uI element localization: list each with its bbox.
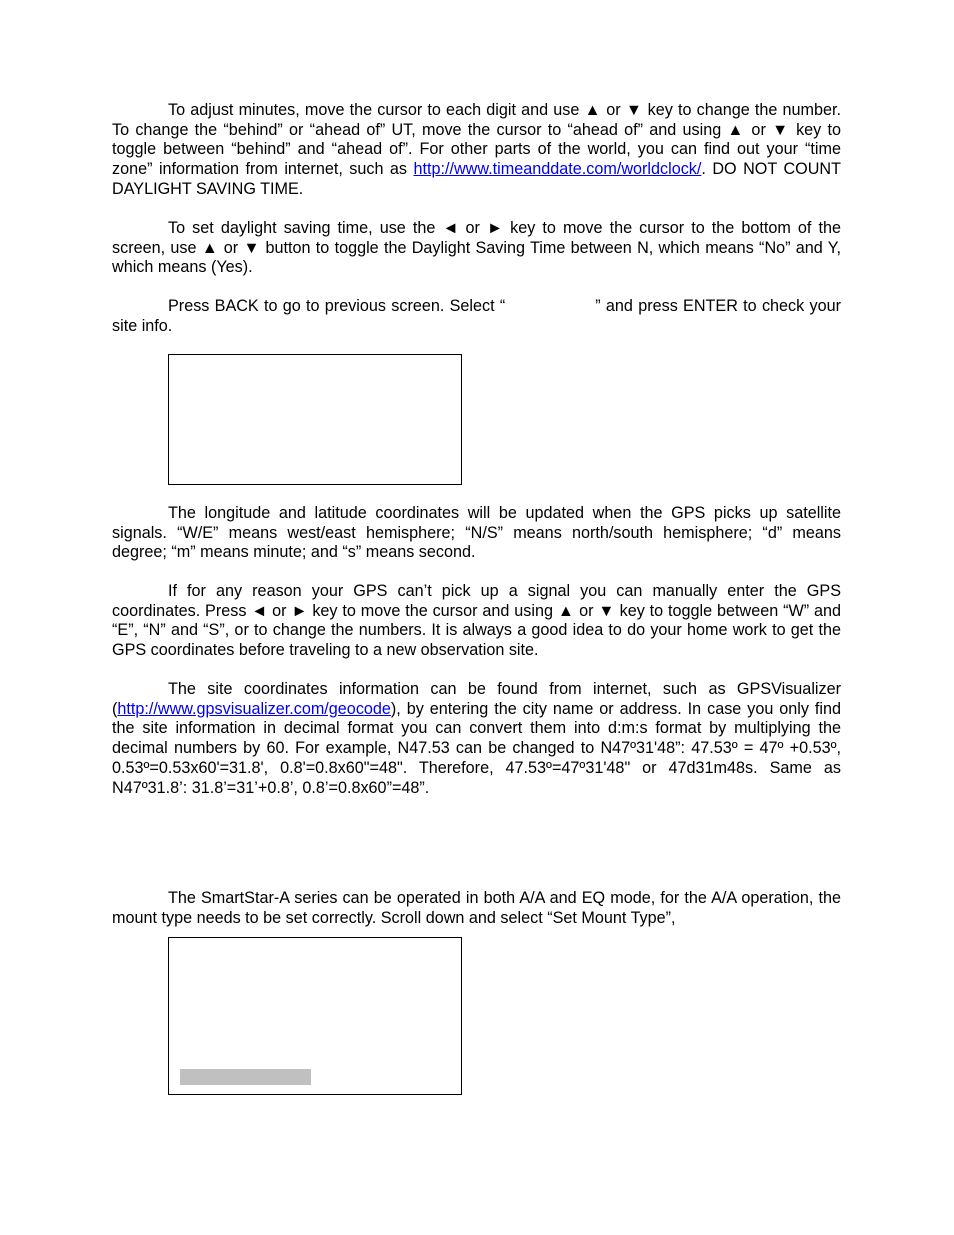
paragraph-manual-gps: If for any reason your GPS can’t pick up a signal you can manually enter the GPS coordinates. Press ◄ or ► key to move the cursor and using ▲ or ▼ key to toggle between “W” and “E”, “N” and “S”, or to change the numbers. It is always a good idea to do your home work to get the GPS coordinates before traveling to a new observation site. [112,582,841,660]
paragraph-adjust-minutes [112,101,841,200]
gpsvisualizer-link[interactable]: http://www.gpsvisualizer.com/geocode [117,699,391,718]
paragraph-text: Press BACK to go to previous screen. Select “ [168,297,506,315]
selection-highlight-bar [180,1069,311,1085]
paragraph-text: To adjust minutes, move the cursor to each digit and use ▲ or ▼ key to change the number. To change the “behind” or “ahead of” UT, move the cursor to “ahead of” and using ▲ or ▼ key to toggle between “behind” and “ahead of”. For other parts of the world, you can find out your “time zone” information from internet, such as [112,101,841,179]
paragraph-text: ), by entering the city name or address. In case you only find the site information in decimal format you can convert them into d:m:s format by multiplying the decimal numbers by 60. For example, N47.53 can be changed to N47º31'48”: 47.53º = 47º +0.53º, 0.53º=0.53x60'=31.8', 0.8'=0.8x60"=48". Therefore, 47.53º=47º31'48" or 47d31m48s. Same as N47º31.8’: 31.8’=31’+0.8’, 0.8’=0.8x60”=48”. [112,699,841,797]
paragraph-text: . DO NOT COUNT DAYLIGHT SAVING TIME. [112,160,841,198]
paragraph-coordinates-update: The longitude and latitude coordinates will be updated when the GPS picks up satellite signals. “W/E” means west/east hemisphere; “N/S” means north/south hemisphere; “d” means degree; “m” means minute; and “s” means second. [112,504,841,562]
paragraph-mount-type: The SmartStar-A series can be operated in both A/A and EQ mode, for the A/A operation, the mount type needs to be set correctly. Scroll down and select “Set Mount Type”, [112,889,841,927]
timeanddate-link[interactable]: http://www.timeanddate.com/worldclock/ [413,160,702,179]
paragraph-press-back [112,297,841,336]
paragraph-site-coordinates [112,680,841,798]
mount-type-screen-box [168,937,462,1095]
paragraph-text: ” and press ENTER to check your site info. [112,297,841,335]
paragraph-daylight-saving: To set daylight saving time, use the ◄ or ► key to move the cursor to the bottom of the screen, use ▲ or ▼ button to toggle the Daylight Saving Time between N, which means “No” and Y, which means (Yes). [112,219,841,277]
site-info-screen-box [168,354,462,485]
paragraph-text: The site coordinates information can be found from internet, such as GPSVisualizer ( [112,680,841,718]
